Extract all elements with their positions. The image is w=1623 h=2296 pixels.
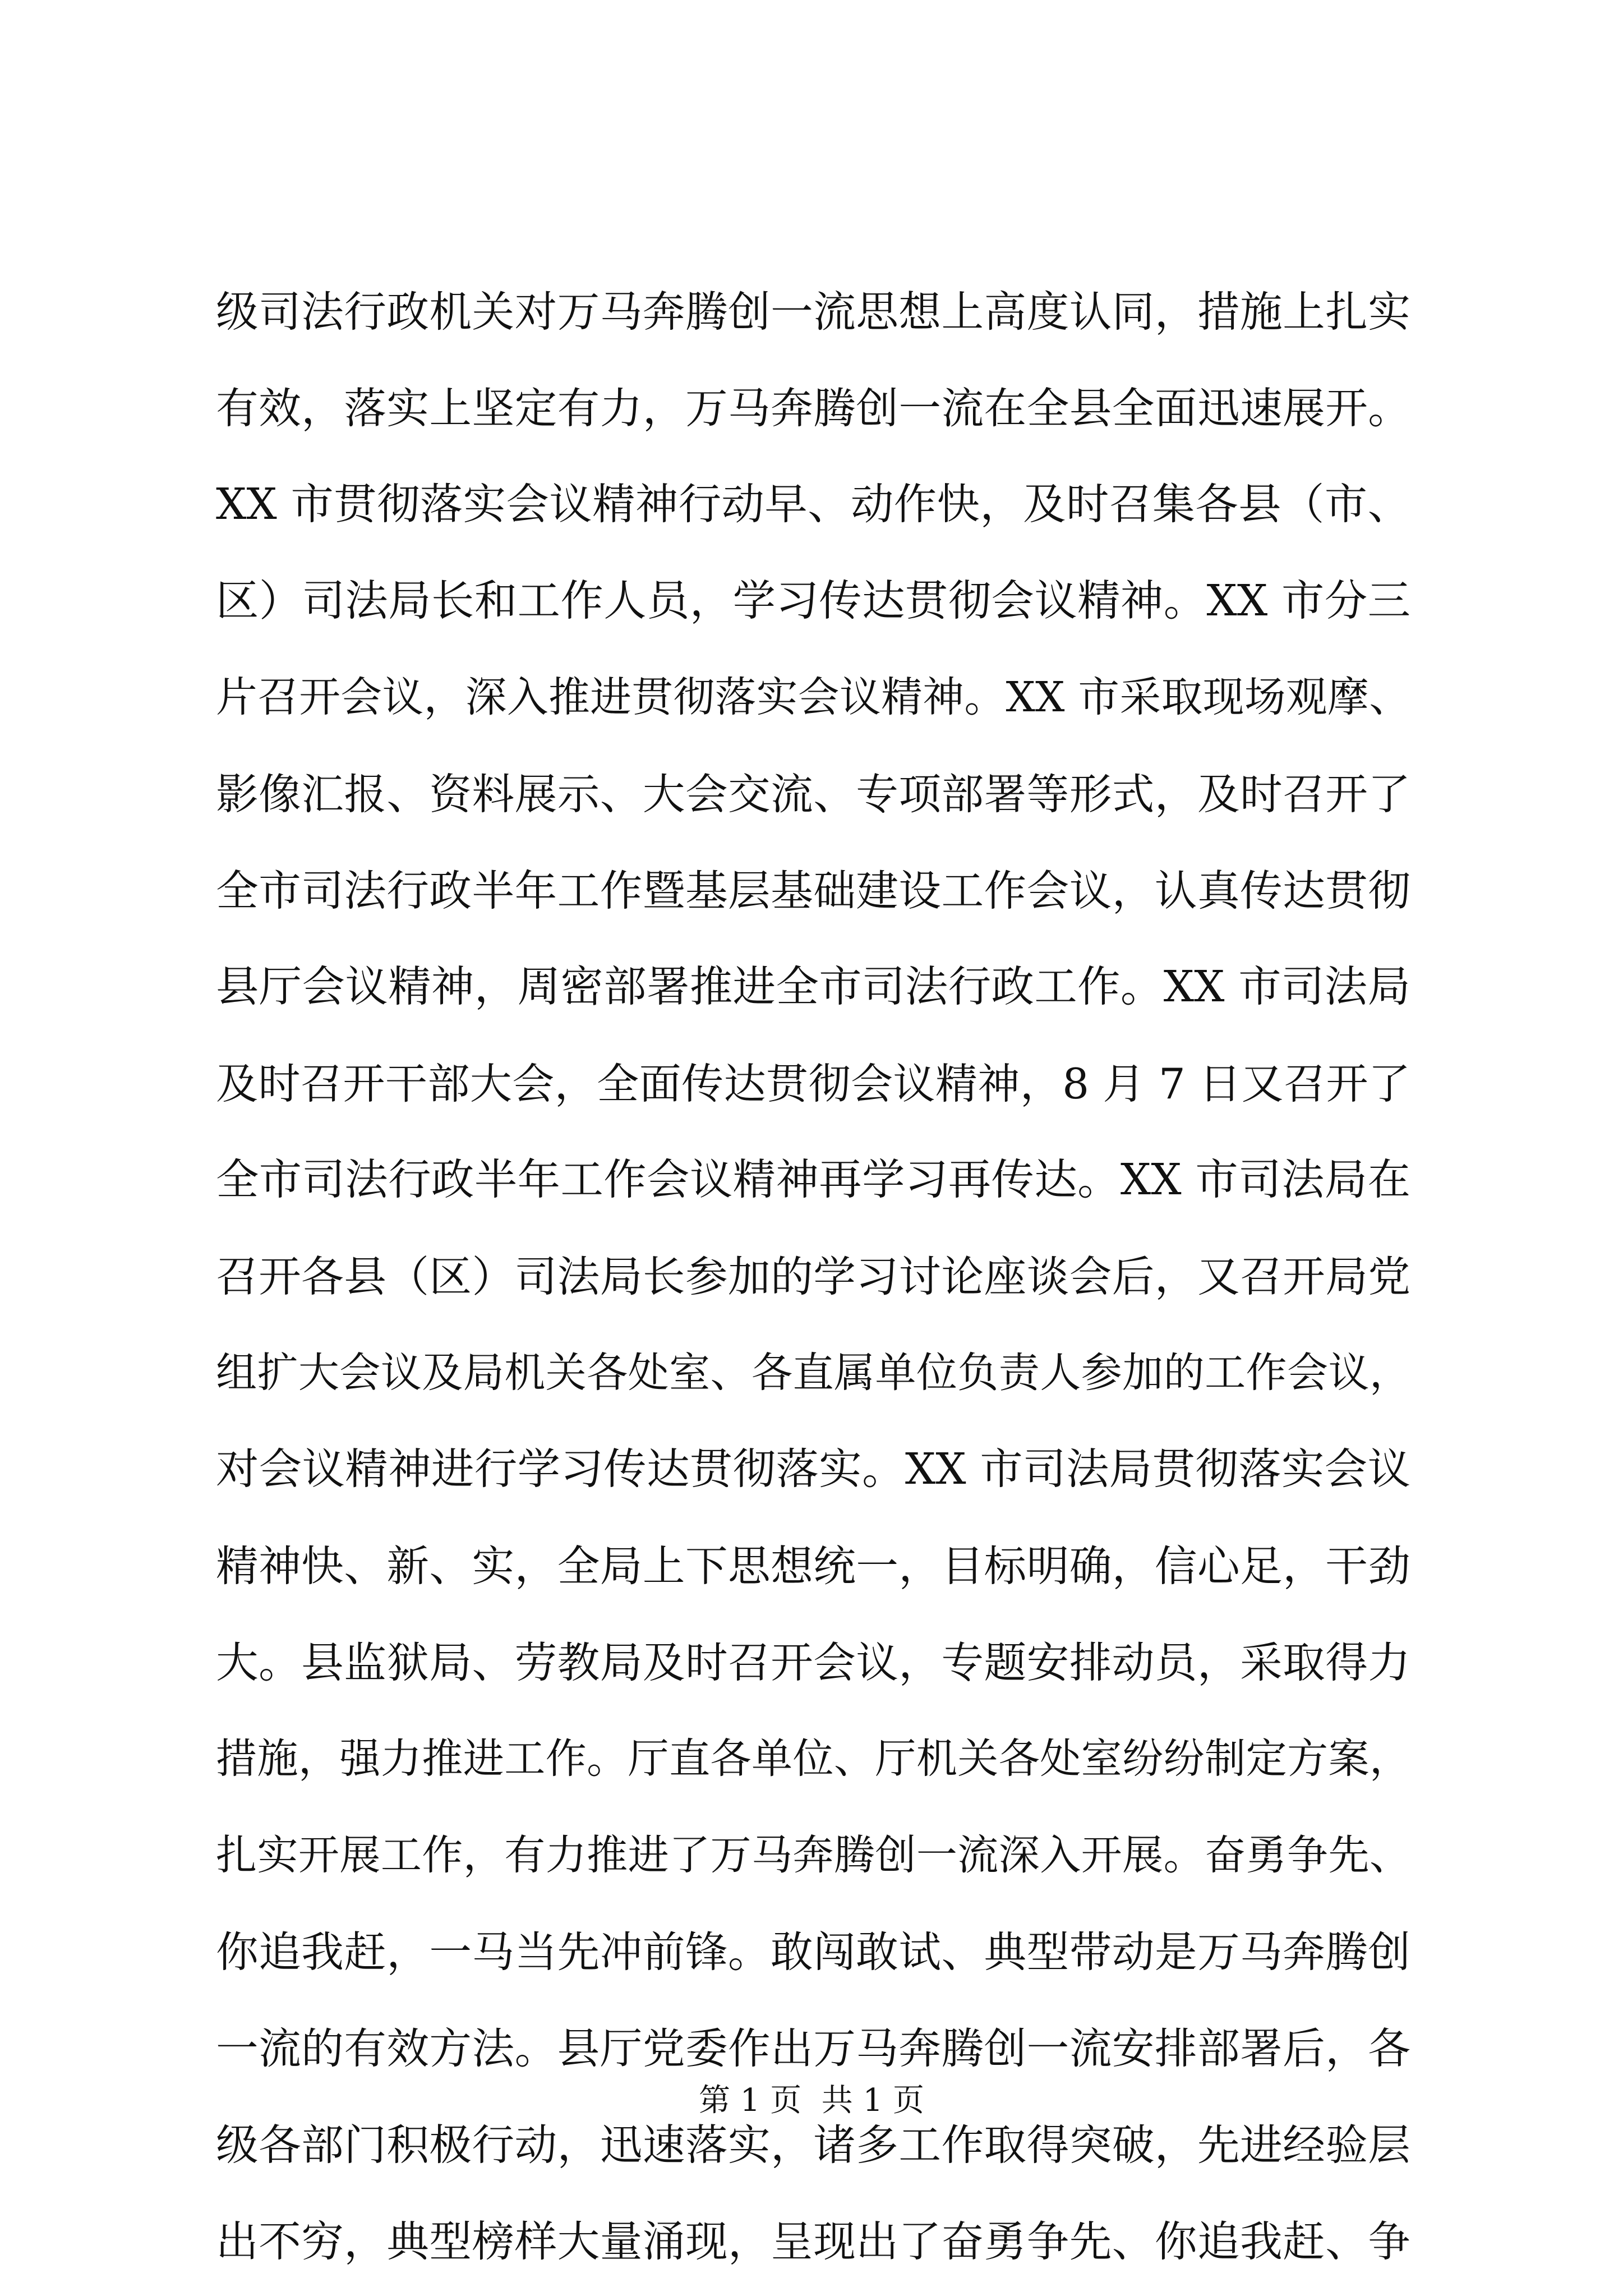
text-line: 及时召开干部大会，全面传达贯彻会议精神，8 月 7 日又召开了 <box>216 1059 1410 1108</box>
body-text <box>216 264 1410 2290</box>
text-line: 对会议精神进行学习传达贯彻落实。XX 市司法局贯彻落实会议 <box>216 1444 1410 1494</box>
text-line: 组扩大会议及局机关各处室、各直属单位负责人参加的工作会议， <box>216 1349 1410 1397</box>
text-line: 措施，强力推进工作。厅直各单位、厅机关各处室纷纷制定方案， <box>216 1735 1410 1783</box>
text-line: 全市司法行政半年工作暨基层基础建设工作会议，认真传达贯彻 <box>216 866 1410 915</box>
text-line: 级司法行政机关对万马奔腾创一流思想上高度认同，措施上扎实 <box>216 287 1410 337</box>
text-line: 你追我赶，一马当先冲前锋。敢闯敢试、典型带动是万马奔腾创 <box>216 1927 1410 1977</box>
page-footer: 第 1 页 共 1 页 <box>698 2082 925 2119</box>
text-line: 扎实开展工作，有力推进了万马奔腾创一流深入开展。奋勇争先、 <box>216 1832 1410 1879</box>
text-line: 影像汇报、资料展示、大会交流、专项部署等形式，及时召开了 <box>216 770 1410 819</box>
text-line: 区）司法局长和工作人员，学习传达贯彻会议精神。XX 市分三 <box>216 576 1410 626</box>
text-line: 县厅会议精神，周密部署推进全市司法行政工作。XX 市司法局 <box>216 962 1410 1012</box>
text-line: 大。县监狱局、劳教局及时召开会议，专题安排动员，采取得力 <box>216 1638 1410 1687</box>
text-line: 召开各县（区）司法局长参加的学习讨论座谈会后，又召开局党 <box>216 1252 1410 1301</box>
text-line: 有效，落实上坚定有力，万马奔腾创一流在全县全面迅速展开。 <box>216 384 1410 433</box>
text-line: 级各部门积极行动，迅速落实，诸多工作取得突破，先进经验层 <box>216 2120 1410 2170</box>
text-line: XX 市贯彻落实会议精神行动早、动作快，及时召集各县（市、 <box>216 480 1410 530</box>
text-line: 片召开会议，深入推进贯彻落实会议精神。XX 市采取现场观摩、 <box>216 674 1410 721</box>
text-line: 精神快、新、实，全局上下思想统一，目标明确，信心足，干劲 <box>216 1542 1410 1591</box>
text-line: 全市司法行政半年工作会议精神再学习再传达。XX 市司法局在 <box>216 1155 1410 1205</box>
text-line: 一流的有效方法。县厅党委作出万马奔腾创一流安排部署后，各 <box>216 2024 1410 2073</box>
text-line: 出不穷，典型榜样大量涌现，呈现出了奋勇争先、你追我赶、争 <box>216 2217 1410 2266</box>
